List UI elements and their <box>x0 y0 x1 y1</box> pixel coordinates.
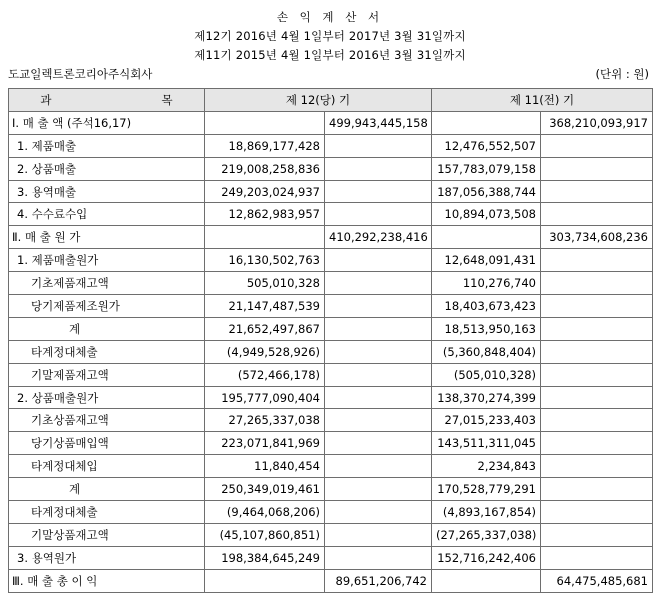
prior-total-amount <box>541 340 653 363</box>
prior-total-amount <box>541 249 653 272</box>
prior-total-amount <box>541 363 653 386</box>
unit-label: (단위 : 원) <box>595 67 649 81</box>
row-label: 타계정대체입 <box>9 455 205 478</box>
current-total-amount <box>325 317 432 340</box>
table-row <box>9 272 653 295</box>
row-label: 타계정대체출 <box>9 501 205 524</box>
current-total-amount <box>325 272 432 295</box>
current-total-amount <box>325 295 432 318</box>
subject-header <box>9 89 205 112</box>
prior-detail-amount: 157,783,079,158 <box>432 157 541 180</box>
row-label: 계 <box>9 317 205 340</box>
row-label: Ⅰ. 매 출 액 (주석16,17) <box>9 111 205 134</box>
prior-detail-amount: 152,716,242,406 <box>432 546 541 569</box>
row-label: 타계정대체출 <box>9 340 205 363</box>
current-detail-amount: (9,464,068,206) <box>205 501 325 524</box>
prior-period-header: 제 11(전) 기 <box>432 89 653 112</box>
current-total-amount <box>325 546 432 569</box>
prior-detail-amount: 27,015,233,403 <box>432 409 541 432</box>
table-row <box>9 501 653 524</box>
statement-title: 손 익 계 산 서 <box>276 10 384 24</box>
prior-total-amount: 64,475,485,681 <box>541 569 653 592</box>
table-header-row <box>9 89 653 112</box>
current-total-amount <box>325 409 432 432</box>
row-label: 1. 제품매출원가 <box>9 249 205 272</box>
prior-total-amount <box>541 180 653 203</box>
period-current: 제12기 2016년 4월 1일부터 2017년 3월 31일까지 <box>194 29 466 43</box>
current-detail-amount: (572,466,178) <box>205 363 325 386</box>
prior-total-amount <box>541 455 653 478</box>
prior-total-amount <box>541 546 653 569</box>
current-detail-amount: 21,147,487,539 <box>205 295 325 318</box>
prior-total-amount <box>541 134 653 157</box>
prior-detail-amount: 12,476,552,507 <box>432 134 541 157</box>
current-detail-amount: 223,071,841,969 <box>205 432 325 455</box>
current-detail-amount: 16,130,502,763 <box>205 249 325 272</box>
prior-total-amount <box>541 203 653 226</box>
prior-total-amount <box>541 295 653 318</box>
prior-total-amount <box>541 523 653 546</box>
current-detail-amount <box>205 569 325 592</box>
prior-detail-amount: 138,370,274,399 <box>432 386 541 409</box>
table-row <box>9 157 653 180</box>
row-label: 3. 용역원가 <box>9 546 205 569</box>
prior-detail-amount <box>432 569 541 592</box>
current-total-amount: 89,651,206,742 <box>325 569 432 592</box>
current-detail-amount: 21,652,497,867 <box>205 317 325 340</box>
current-detail-amount: 18,869,177,428 <box>205 134 325 157</box>
current-detail-amount: 219,008,258,836 <box>205 157 325 180</box>
prior-total-amount <box>541 272 653 295</box>
prior-total-amount <box>541 501 653 524</box>
table-row <box>9 455 653 478</box>
prior-detail-amount: (4,893,167,854) <box>432 501 541 524</box>
current-total-amount <box>325 363 432 386</box>
row-label: 2. 상품매출 <box>9 157 205 180</box>
current-detail-amount: 198,384,645,249 <box>205 546 325 569</box>
table-row <box>9 432 653 455</box>
statement-title-block <box>0 8 660 65</box>
current-detail-amount: 195,777,090,404 <box>205 386 325 409</box>
prior-detail-amount: 10,894,073,508 <box>432 203 541 226</box>
current-total-amount <box>325 203 432 226</box>
prior-detail-amount: (27,265,337,038) <box>432 523 541 546</box>
row-label: 기초제품재고액 <box>9 272 205 295</box>
current-total-amount <box>325 432 432 455</box>
prior-detail-amount: 187,056,388,744 <box>432 180 541 203</box>
income-statement-table <box>8 88 653 593</box>
table-row <box>9 386 653 409</box>
table-row <box>9 249 653 272</box>
prior-detail-amount: 18,403,673,423 <box>432 295 541 318</box>
current-detail-amount: 27,265,337,038 <box>205 409 325 432</box>
prior-detail-amount: 18,513,950,163 <box>432 317 541 340</box>
row-label: Ⅱ. 매 출 원 가 <box>9 226 205 249</box>
row-label: 계 <box>9 478 205 501</box>
prior-total-amount <box>541 386 653 409</box>
table-row <box>9 409 653 432</box>
current-detail-amount: 12,862,983,957 <box>205 203 325 226</box>
current-total-amount <box>325 180 432 203</box>
subject-header-left: 과 <box>40 92 52 107</box>
row-label: 당기상품매입액 <box>9 432 205 455</box>
prior-detail-amount <box>432 226 541 249</box>
table-row <box>9 134 653 157</box>
table-row <box>9 546 653 569</box>
current-detail-amount: 505,010,328 <box>205 272 325 295</box>
row-label: 1. 제품매출 <box>9 134 205 157</box>
row-label: 당기제품제조원가 <box>9 295 205 318</box>
prior-total-amount: 368,210,093,917 <box>541 111 653 134</box>
table-row <box>9 478 653 501</box>
table-row <box>9 363 653 386</box>
prior-detail-amount: 110,276,740 <box>432 272 541 295</box>
current-total-amount <box>325 386 432 409</box>
row-label: 4. 수수료수입 <box>9 203 205 226</box>
table-row <box>9 203 653 226</box>
current-total-amount <box>325 249 432 272</box>
current-total-amount <box>325 478 432 501</box>
row-label: 2. 상품매출원가 <box>9 386 205 409</box>
prior-total-amount <box>541 478 653 501</box>
current-total-amount: 410,292,238,416 <box>325 226 432 249</box>
current-total-amount <box>325 157 432 180</box>
table-row <box>9 226 653 249</box>
table-row <box>9 111 653 134</box>
prior-detail-amount: (505,010,328) <box>432 363 541 386</box>
current-detail-amount: (45,107,860,851) <box>205 523 325 546</box>
prior-total-amount <box>541 409 653 432</box>
subject-header-right: 목 <box>161 92 173 107</box>
prior-detail-amount: 2,234,843 <box>432 455 541 478</box>
table-row <box>9 523 653 546</box>
row-label: Ⅲ. 매 출 총 이 익 <box>9 569 205 592</box>
prior-total-amount: 303,734,608,236 <box>541 226 653 249</box>
current-period-header: 제 12(당) 기 <box>205 89 432 112</box>
table-row <box>9 295 653 318</box>
table-row <box>9 569 653 592</box>
current-total-amount <box>325 501 432 524</box>
prior-detail-amount: 143,511,311,045 <box>432 432 541 455</box>
current-total-amount: 499,943,445,158 <box>325 111 432 134</box>
current-total-amount <box>325 455 432 478</box>
current-total-amount <box>325 340 432 363</box>
current-total-amount <box>325 134 432 157</box>
current-detail-amount: 250,349,019,461 <box>205 478 325 501</box>
current-detail-amount <box>205 226 325 249</box>
table-row <box>9 317 653 340</box>
current-detail-amount: 249,203,024,937 <box>205 180 325 203</box>
current-detail-amount: 11,840,454 <box>205 455 325 478</box>
period-prior: 제11기 2015년 4월 1일부터 2016년 3월 31일까지 <box>194 48 466 62</box>
statement-body <box>9 111 653 592</box>
table-row <box>9 340 653 363</box>
prior-total-amount <box>541 432 653 455</box>
current-total-amount <box>325 523 432 546</box>
prior-detail-amount <box>432 111 541 134</box>
prior-detail-amount: 12,648,091,431 <box>432 249 541 272</box>
row-label: 기말제품재고액 <box>9 363 205 386</box>
row-label: 기말상품재고액 <box>9 523 205 546</box>
current-detail-amount <box>205 111 325 134</box>
row-label: 3. 용역매출 <box>9 180 205 203</box>
prior-detail-amount: 170,528,779,291 <box>432 478 541 501</box>
prior-total-amount <box>541 317 653 340</box>
company-name: 도교일렉트론코리아주식회사 <box>8 67 153 81</box>
prior-total-amount <box>541 157 653 180</box>
table-row <box>9 180 653 203</box>
prior-detail-amount: (5,360,848,404) <box>432 340 541 363</box>
current-detail-amount: (4,949,528,926) <box>205 340 325 363</box>
row-label: 기초상품재고액 <box>9 409 205 432</box>
